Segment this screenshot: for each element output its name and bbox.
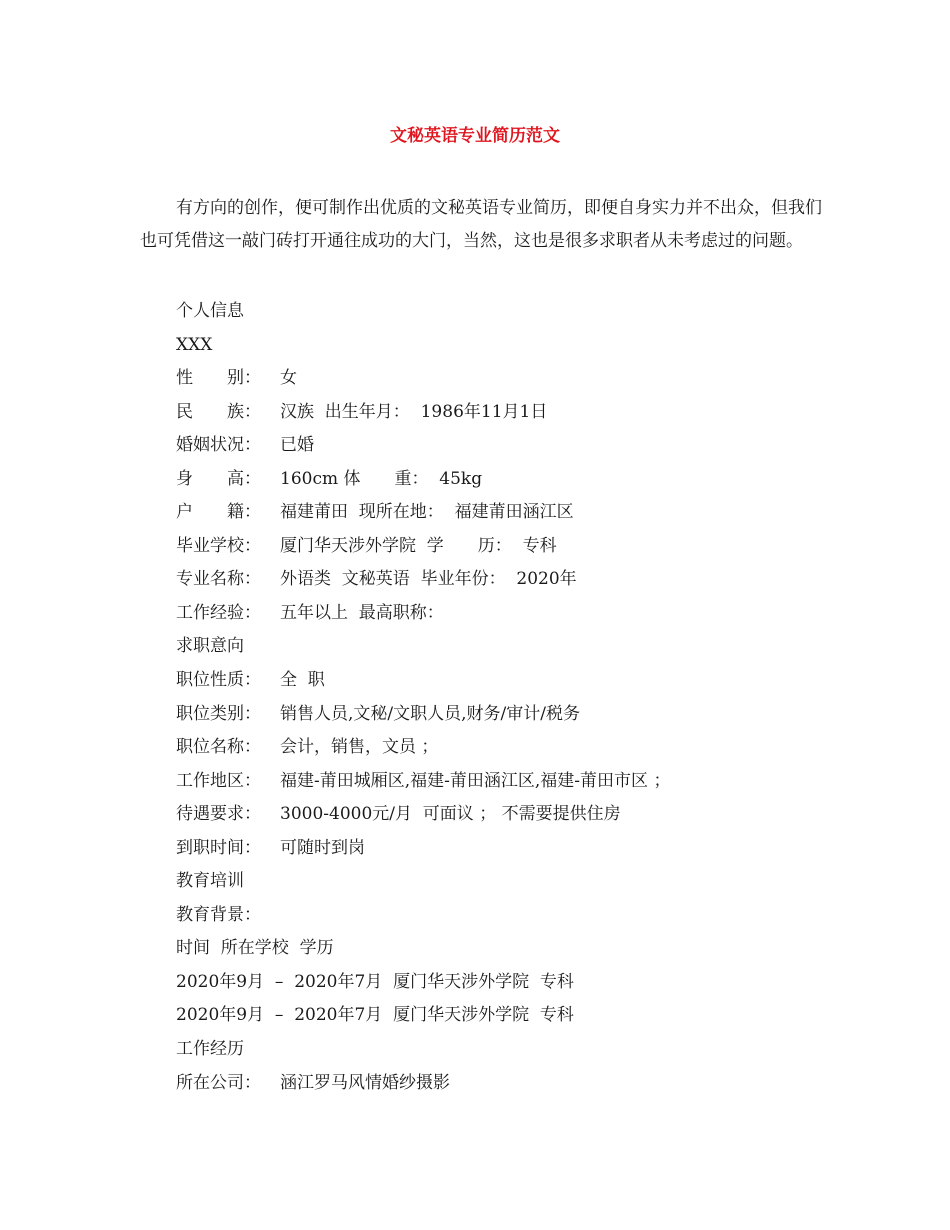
field-value: 已婚 (280, 435, 314, 456)
field-label: 工作地区： (176, 770, 261, 791)
resume-line (176, 865, 876, 899)
field-label: 身 高： (176, 468, 261, 489)
field-value: 160cm 体 重： 45kg (280, 468, 483, 489)
field-value: 外语类 文秘英语 毕业年份： 2020年 (280, 569, 577, 590)
line-text: 教育背景： (176, 904, 261, 925)
field-label: 性 别： (176, 368, 261, 389)
field-value: 会计，销售，文员 ； (280, 737, 439, 758)
resume-line (176, 1067, 876, 1101)
resume-lines (176, 295, 876, 1100)
field-label: 到职时间： (176, 837, 261, 858)
resume-line (176, 999, 876, 1033)
resume-line (176, 798, 876, 832)
resume-line (176, 295, 876, 329)
field-value: 汉族 出生年月： 1986年11月1日 (280, 401, 548, 422)
document-title: 文秘英语专业简历范文 (390, 126, 560, 146)
field-label: 婚姻状况： (176, 435, 261, 456)
field-label: 职位类别： (176, 703, 261, 724)
field-label: 户 籍： (176, 502, 261, 523)
field-label: 职位性质： (176, 670, 261, 691)
resume-line (176, 329, 876, 363)
resume-line (176, 530, 876, 564)
resume-line (176, 1033, 876, 1067)
resume-line (176, 664, 876, 698)
line-text: XXX (176, 334, 213, 355)
field-label: 毕业学校： (176, 535, 261, 556)
field-value: 女 (280, 368, 297, 389)
resume-line (176, 698, 876, 732)
resume-line (176, 630, 876, 664)
resume-line (176, 362, 876, 396)
field-label: 专业名称： (176, 569, 261, 590)
field-value: 福建莆田 现所在地： 福建莆田涵江区 (280, 502, 574, 523)
line-text: 时间 所在学校 学历 (176, 938, 334, 959)
resume-line (176, 832, 876, 866)
line-text: 2020年9月 – 2020年7月 厦门华天涉外学院 专科 (176, 971, 574, 992)
field-label: 工作经验： (176, 602, 261, 623)
field-value: 福建-莆田城厢区,福建-莆田涵江区,福建-莆田市区 ； (280, 770, 671, 791)
field-value: 涵江罗马风情婚纱摄影 (280, 1072, 450, 1093)
resume-line (176, 731, 876, 765)
field-value: 全 职 (280, 670, 325, 691)
line-text: 教育培训 (176, 871, 244, 892)
field-label: 职位名称： (176, 737, 261, 758)
resume-line (176, 463, 876, 497)
line-text: 2020年9月 – 2020年7月 厦门华天涉外学院 专科 (176, 1005, 574, 1026)
intro-paragraph: 有方向的创作，便可制作出优质的文秘英语专业简历，即便自身实力并不出众，但我们也可凭借这一敲门砖打开通往成功的大门，当然，这也是很多求职者从未考虑过的问题。 (140, 198, 822, 251)
line-text: 求职意向 (176, 636, 244, 657)
resume-line (176, 966, 876, 1000)
field-label: 所在公司： (176, 1072, 261, 1093)
field-value: 销售人员,文秘/文职人员,财务/审计/税务 (280, 703, 580, 724)
field-label: 待遇要求： (176, 804, 261, 825)
field-value: 可随时到岗 (280, 837, 365, 858)
resume-line (176, 563, 876, 597)
field-value: 五年以上 最高职称： (280, 602, 444, 623)
resume-line (176, 496, 876, 530)
line-text: 工作经历 (176, 1039, 244, 1060)
resume-line (176, 396, 876, 430)
resume-line (176, 765, 876, 799)
resume-line (176, 899, 876, 933)
resume-line (176, 429, 876, 463)
line-text: 个人信息 (176, 301, 244, 321)
field-value: 3000-4000元/月 可面议 ； 不需要提供住房 (280, 804, 621, 825)
field-label: 民 族： (176, 401, 261, 422)
field-value: 厦门华天涉外学院 学 历： 专科 (280, 535, 557, 556)
resume-line (176, 932, 876, 966)
resume-line (176, 597, 876, 631)
